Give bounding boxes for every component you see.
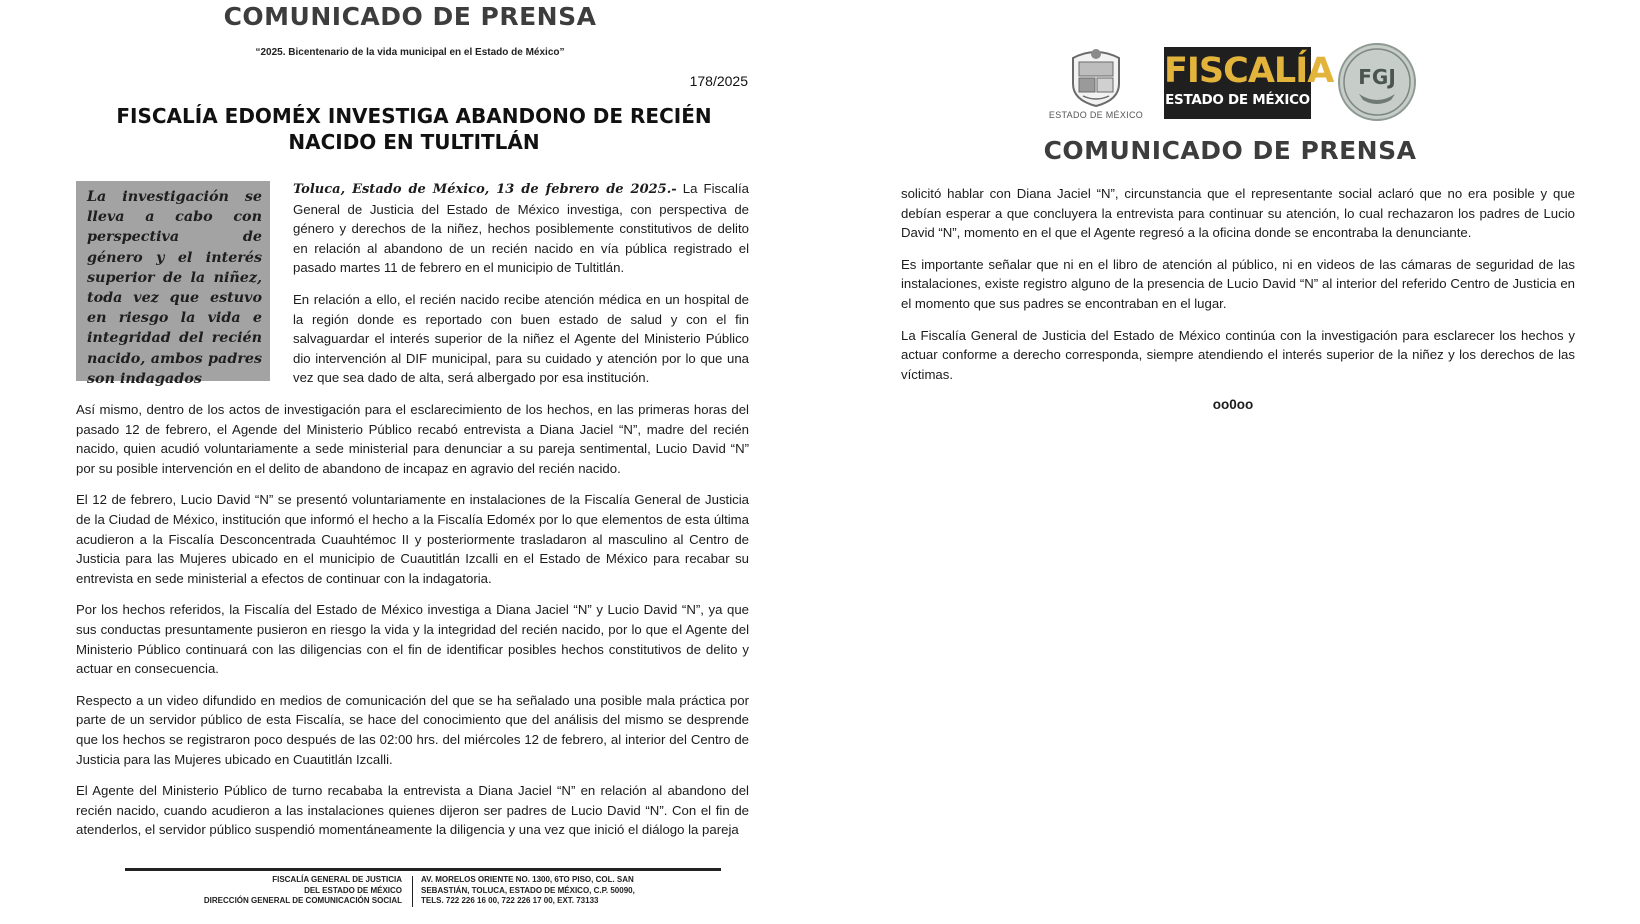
page-header-title: COMUNICADO DE PRENSA — [223, 2, 597, 31]
fgj-seal-text: FGJ — [1358, 65, 1396, 89]
intro-paragraph — [293, 179, 749, 278]
footer-vertical-divider — [412, 876, 413, 907]
main-column — [76, 400, 749, 852]
dateline: Toluca, Estado de México, 13 de febrero de 2025.- — [293, 182, 677, 197]
fgj-seal-icon — [1337, 42, 1417, 122]
edomex-label: ESTADO DE MÉXICO — [1048, 110, 1144, 120]
footer-line: DEL ESTADO DE MÉXICO — [304, 885, 402, 895]
page-header-title: COMUNICADO DE PRENSA — [1043, 136, 1417, 165]
footer-divider-line — [125, 868, 721, 871]
fiscalia-logo-subtext: ESTADO DE MÉXICO — [1165, 92, 1310, 108]
footer-line: SEBASTIÁN, TOLUCA, ESTADO DE MÉXICO, C.P. 50090, — [421, 885, 635, 895]
footer-line: TELS. 722 226 16 00, 722 226 17 00, EXT. 73133 — [421, 896, 599, 905]
body-paragraph: La Fiscalía General de Justicia del Estado de México continúa con la investigación para esclarecer los hechos y actuar conforme a derecho corresponda, siempre atendiendo el interés superior de la niñez y los derechos de las víctimas. — [901, 327, 1575, 382]
footer-line: AV. MORELOS ORIENTE NO. 1300, 6TO PISO, COL. SAN — [421, 875, 634, 884]
body-paragraph: El Agente del Ministerio Público de turno recababa la entrevista a Diana Jaciel “N” en relación al abandono del recién nacido, cuando acudieron a las instalaciones quienes dijeron ser padres de Lucio David “N”. Con el fin de atenderlos, el servidor público suspendió momentáneamente la diligencia y una vez que inició el diálogo la pareja — [76, 783, 749, 838]
body-paragraph: Respecto a un video difundido en medios de comunicación del que se ha señalado una posible mala práctica por parte de un servidor público de esta Fiscalía, se hace del conocimiento que del análisis del mismo se desprende que los hechos se registraron poco después de las 02:00 hrs. del miércoles 12 de febrero, al interior del Centro de Justicia para las Mujeres ubicado en Cuautitlán Izcalli. — [76, 692, 749, 767]
edomex-coat-of-arms-icon — [1065, 44, 1127, 108]
body-paragraph: Así mismo, dentro de los actos de investigación para el esclarecimiento de los hechos, en las primeras horas del pasado 12 de febrero, el Agende del Ministerio Público recabó entrevista a Diana Jaciel “N”, madre del recién nacido, quien acudió voluntariamente a sede ministerial para denunciar a su pareja sentimental, Lucio David “N” por su posible intervención en el delito de abandono de incapaz en agravio del recién nacido. — [76, 402, 749, 476]
footer-line: DIRECCIÓN GENERAL DE COMUNICACIÓN SOCIAL — [203, 896, 402, 905]
logo-strip — [820, 42, 1640, 124]
intro-paragraph: En relación a ello, el recién nacido recibe atención médica en un hospital de la región donde es reportado con buen estado de salud y con el fin salvaguardar el interés superior de la niñez el Agente del Ministerio Público dio intervención al DIF municipal, para su cuidado y atención por lo que una vez que sea dado de alta, será albergado por esa institución. — [293, 291, 749, 386]
fiscalia-logo-text: FISCALÍA — [1164, 51, 1334, 91]
edomex-logo — [1048, 44, 1144, 124]
summary-box: La investigación se lleva a cabo con perspectiva de género y el interés superior de la niñez, toda vez que estuvo en riesgo la vida e integridad del recién nacido, ambos padres son indagados — [76, 181, 270, 381]
footer-address — [421, 875, 721, 907]
intro-text: La Fiscalía General de Justicia del Estado de México investiga, con perspectiva de género y derechos de la niñez, hechos posiblemente constitutivos de delito en relación al abandono de un recién nacido en vía pública registrado el pasado martes 11 de febrero en el municipio de Tultitlán. — [293, 181, 749, 276]
release-number: 178/2025 — [689, 73, 748, 89]
tagline: “2025. Bicentenario de la vida municipal en el Estado de México” — [255, 47, 565, 58]
continuation-column — [901, 184, 1575, 396]
body-paragraph: Por los hechos referidos, la Fiscalía del Estado de México investiga a Diana Jaciel “N” y Lucio David “N”, ya que sus conductas presuntamente pusieron en riesgo la vida y la integridad del recién nacido, por lo que el Agente del Ministerio Público continuará con las diligencias con el fin de identificar posibles hechos constitutivos de delito y actuar en consecuencia. — [76, 602, 749, 677]
closing-mark: oo0oo — [1212, 397, 1254, 412]
fiscalia-logo — [1164, 47, 1334, 119]
body-paragraph: solicitó hablar con Diana Jaciel “N”, circunstancia que el representante social aclaró que no era posible y que debían esperar a que concluyera la entrevista para continuar su atención, lo cual rechazaron los padres de Lucio David “N”, momento en el que el Agente regresó a la oficina donde se encontraba la denunciante. — [901, 186, 1575, 241]
footer-line: FISCALÍA GENERAL DE JUSTICIA — [272, 875, 402, 884]
body-paragraph: El 12 de febrero, Lucio David “N” se presentó voluntariamente en instalaciones de la Fiscalía General de Justicia de la Ciudad de México, institución que informó el hecho a la Fiscalía Edoméx por lo que elementos de esta última acudieron a la Fiscalía Desconcentrada Cuauhtémoc II y posteriormente trasladaron al masculino al Centro de Justicia para las Mujeres ubicado en el municipio de Cuautitlán Izcalli en el Estado de México para recabar su entrevista en sede ministerial a efectos de continuar con la indagatoria. — [76, 492, 749, 586]
press-release-page-2 — [820, 0, 1640, 924]
intro-column — [293, 179, 749, 400]
headline: FISCALÍA EDOMÉX INVESTIGA ABANDONO DE RECIÉN NACIDO EN TULTITLÁN — [116, 104, 712, 154]
body-paragraph: Es importante señalar que ni en el libro de atención al público, ni en videos de las cámaras de seguridad de las instalaciones, existe registro alguno de la presencia de Lucio David “N” al interior del referido Centro de Justicia en el momento que sus padres se encontraban en el lugar. — [901, 256, 1575, 311]
footer-institution — [125, 875, 408, 907]
